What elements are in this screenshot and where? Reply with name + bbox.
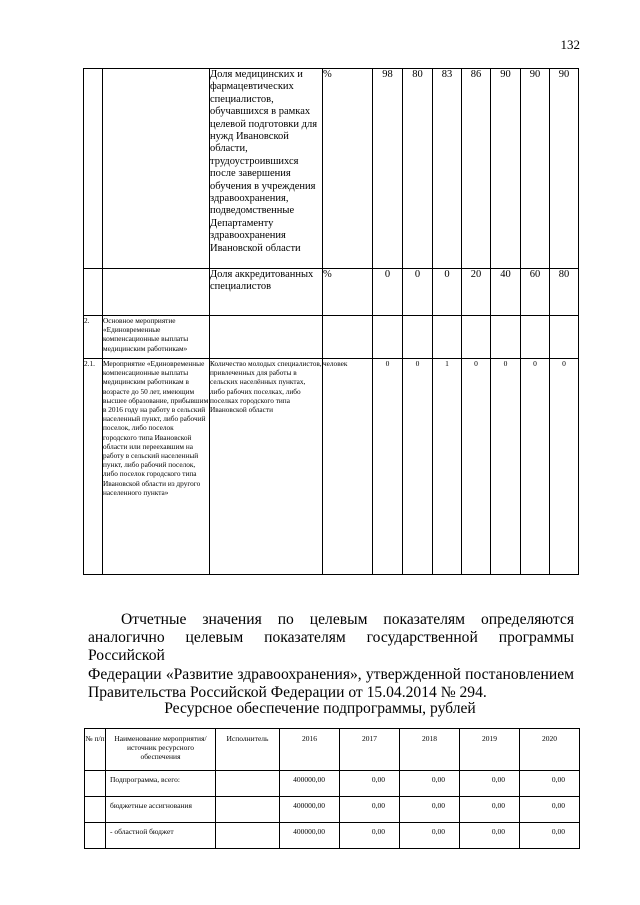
value-cell: 90 — [521, 69, 550, 269]
row-label: Подпрограмма, всего: — [106, 771, 216, 797]
event-cell — [103, 269, 210, 316]
table-header-row — [85, 729, 580, 771]
column-header: 2017 — [340, 729, 400, 771]
executor-cell — [216, 823, 280, 849]
value-cell — [433, 316, 462, 359]
column-header: Исполнитель — [216, 729, 280, 771]
value-cell: 20 — [462, 269, 491, 316]
value-cell: 0,00 — [340, 771, 400, 797]
table-row — [85, 823, 580, 849]
indicator-table — [83, 68, 579, 575]
paragraph-line: Правительства Российской Федерации от 15.04.2014 № 294. — [88, 683, 487, 701]
body-paragraph — [88, 611, 574, 702]
value-cell: 0,00 — [520, 823, 580, 849]
row-number: 2. — [84, 316, 103, 359]
column-header: Наименование мероприятия/источник ресурсного обеспечения — [106, 729, 216, 771]
value-cell — [462, 316, 491, 359]
row-label: - областной бюджет — [106, 823, 216, 849]
table-row — [84, 316, 579, 359]
unit-cell: человек — [323, 359, 373, 575]
indicator-cell: Доля аккредитованных специалистов — [210, 269, 323, 316]
value-cell — [373, 316, 403, 359]
indicator-cell: Количество молодых специалистов, привлеченных для работы в сельских населённых пунктах, либо рабочих поселках, либо поселках городского типа Ивановской области — [210, 359, 323, 575]
value-cell: 40 — [491, 269, 521, 316]
value-cell: 60 — [521, 269, 550, 316]
value-cell: 0,00 — [400, 823, 460, 849]
value-cell: 0,00 — [400, 771, 460, 797]
row-label: бюджетные ассигнования — [106, 797, 216, 823]
value-cell: 0,00 — [400, 797, 460, 823]
value-cell — [403, 316, 433, 359]
column-header: № п/п — [85, 729, 106, 771]
executor-cell — [216, 797, 280, 823]
value-cell: 0,00 — [340, 797, 400, 823]
value-cell: 0 — [403, 269, 433, 316]
value-cell: 80 — [550, 269, 579, 316]
unit-cell: % — [323, 269, 373, 316]
row-number — [85, 771, 106, 797]
table-row — [84, 69, 579, 269]
value-cell: 98 — [373, 69, 403, 269]
value-cell: 400000,00 — [280, 797, 340, 823]
section-title: Ресурсное обеспечение подпрограммы, рублей — [164, 700, 476, 717]
column-header: 2016 — [280, 729, 340, 771]
value-cell: 0 — [433, 269, 462, 316]
value-cell: 0,00 — [520, 771, 580, 797]
value-cell: 0 — [521, 359, 550, 575]
executor-cell — [216, 771, 280, 797]
value-cell: 400000,00 — [280, 771, 340, 797]
value-cell: 83 — [433, 69, 462, 269]
paragraph-line: Отчетные значения по целевым показателям определяются — [121, 611, 574, 628]
row-number — [85, 797, 106, 823]
row-number — [84, 69, 103, 269]
indicator-cell: Доля медицинских и фармацевтических специалистов, обучавшихся в рамках целевой подготовки для нужд Ивановской области, трудоустроившихся после завершения обучения в учреждения здравоохранения, подведомственные Департаменту здравоохранения Ивановской области — [210, 69, 323, 269]
value-cell: 0,00 — [340, 823, 400, 849]
value-cell: 0,00 — [460, 771, 520, 797]
value-cell — [550, 316, 579, 359]
value-cell — [491, 316, 521, 359]
paragraph-line: Федерации «Развитие здравоохранения», утвержденной постановлением — [88, 665, 574, 683]
value-cell: 1 — [433, 359, 462, 575]
event-cell: Основное мероприятие «Единовременные компенсационные выплаты медицинским работникам» — [103, 316, 210, 359]
unit-cell — [323, 316, 373, 359]
value-cell: 0 — [491, 359, 521, 575]
page-number: 132 — [560, 37, 580, 52]
value-cell: 0,00 — [460, 823, 520, 849]
row-number — [84, 269, 103, 316]
value-cell: 86 — [462, 69, 491, 269]
resource-table — [84, 728, 580, 849]
value-cell: 400000,00 — [280, 823, 340, 849]
value-cell: 0,00 — [520, 797, 580, 823]
paragraph-line: аналогично целевым показателям государственной программы Российской — [88, 629, 574, 665]
column-header: 2019 — [460, 729, 520, 771]
value-cell: 90 — [550, 69, 579, 269]
column-header: 2020 — [520, 729, 580, 771]
value-cell: 0 — [373, 269, 403, 316]
table-row — [84, 269, 579, 316]
row-number: 2.1. — [84, 359, 103, 575]
column-header: 2018 — [400, 729, 460, 771]
value-cell: 0 — [462, 359, 491, 575]
value-cell: 0,00 — [460, 797, 520, 823]
value-cell: 0 — [403, 359, 433, 575]
table-row — [85, 771, 580, 797]
value-cell: 80 — [403, 69, 433, 269]
table-row — [84, 359, 579, 575]
unit-cell: % — [323, 69, 373, 269]
value-cell: 90 — [491, 69, 521, 269]
table-row — [85, 797, 580, 823]
value-cell: 0 — [550, 359, 579, 575]
value-cell — [521, 316, 550, 359]
indicator-cell — [210, 316, 323, 359]
event-cell: Мероприятие «Единовременные компенсационные выплаты медицинским работникам в возрасте до 50 лет, имеющим высшее образование, прибывшим в 2016 году на работу в сельский населенный пункт, либо рабочий поселок, либо поселок городского типа Ивановской области или переехавшим на работу в сельский населенный пункт, либо рабочий поселок, либо поселок городского типа Ивановской области из другого населенного пункта» — [103, 359, 210, 575]
value-cell: 0 — [373, 359, 403, 575]
event-cell — [103, 69, 210, 269]
row-number — [85, 823, 106, 849]
